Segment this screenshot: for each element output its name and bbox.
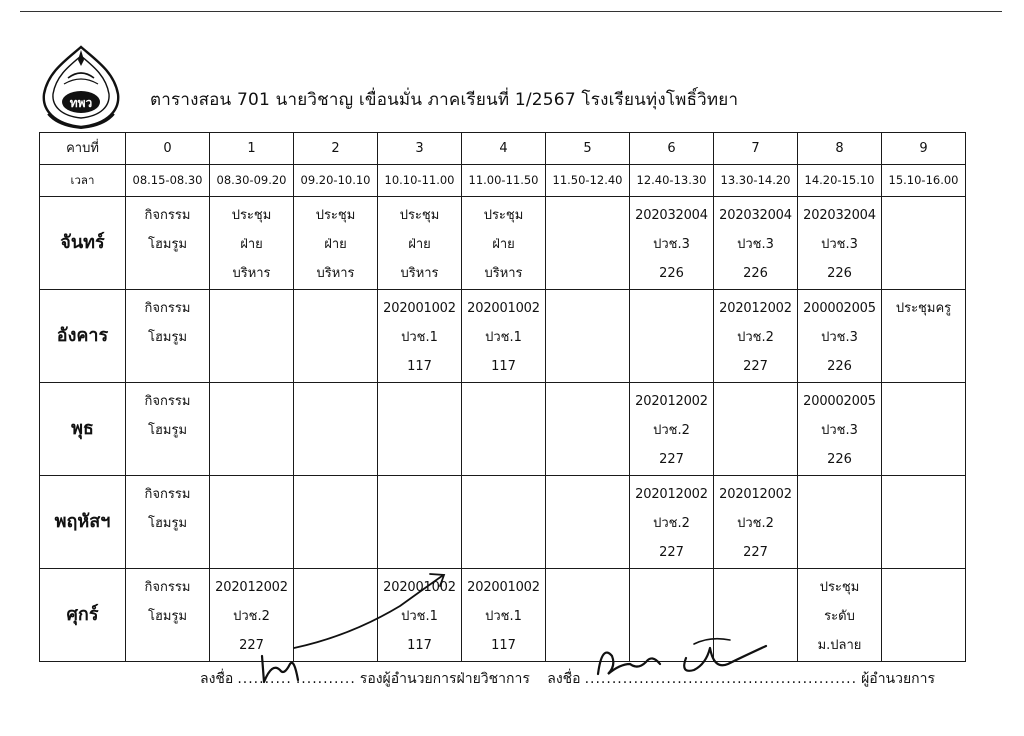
cell-line: ประชุม [819, 580, 860, 595]
cell-line: ระดับ [824, 609, 855, 624]
schedule-cell [630, 476, 714, 569]
cell-line: ปวช.3 [653, 237, 690, 252]
cell-line: 200002005 [803, 301, 876, 316]
schedule-cell [714, 383, 798, 476]
cell-line: บริหาร [232, 266, 271, 281]
schedule-cell [546, 290, 630, 383]
cell-line: 202001002 [383, 580, 456, 595]
cell-line: ประชุม [483, 208, 524, 223]
cell-line: ปวช.2 [653, 423, 690, 438]
schedule-cell [126, 290, 210, 383]
cell-line: ปวช.3 [821, 330, 858, 345]
period-number: 5 [546, 133, 630, 165]
cell-line: 226 [827, 266, 852, 281]
time-slot: 15.10-16.00 [882, 165, 966, 197]
cell-line: 117 [407, 359, 432, 374]
day-name: พุธ [40, 383, 126, 476]
cell-line: 227 [743, 359, 768, 374]
schedule-cell [462, 383, 546, 476]
role-director: ผู้อำนวยการ [861, 671, 936, 687]
approval-stroke [290, 566, 450, 656]
cell-line: 200002005 [803, 394, 876, 409]
cell-line: ม.ปลาย [817, 638, 862, 653]
day-row [40, 383, 966, 476]
schedule-cell [210, 476, 294, 569]
cell-line: ปวช.2 [653, 516, 690, 531]
period-number: 0 [126, 133, 210, 165]
time-slot: 08.30-09.20 [210, 165, 294, 197]
day-name: ศุกร์ [40, 569, 126, 662]
period-number: 1 [210, 133, 294, 165]
day-name: จันทร์ [40, 197, 126, 290]
cell-line: 202001002 [383, 301, 456, 316]
schedule-cell [798, 197, 882, 290]
schedule-cell [126, 569, 210, 662]
time-slot: 10.10-11.00 [378, 165, 462, 197]
day-row [40, 569, 966, 662]
top-rule [20, 11, 1002, 12]
day-name: พฤหัสฯ [40, 476, 126, 569]
cell-line: กิจกรรม [144, 394, 191, 409]
school-emblem-icon [38, 44, 124, 130]
schedule-cell [378, 476, 462, 569]
signature-area [200, 668, 939, 690]
schedule-cell [294, 197, 378, 290]
period-number: 9 [882, 133, 966, 165]
cell-line: 227 [659, 545, 684, 560]
schedule-cell [462, 569, 546, 662]
schedule-cell [798, 476, 882, 569]
handwritten-signature-1 [250, 652, 310, 686]
cell-line: 226 [827, 452, 852, 467]
cell-line: บริหาร [400, 266, 439, 281]
day-row [40, 476, 966, 569]
schedule-cell [882, 569, 966, 662]
cell-line: กิจกรรม [144, 208, 191, 223]
day-row [40, 197, 966, 290]
teaching-schedule-table [39, 132, 966, 662]
cell-line: 202001002 [467, 301, 540, 316]
cell-line: โฮมรูม [147, 516, 188, 531]
schedule-cell [462, 197, 546, 290]
time-header-label: เวลา [40, 165, 126, 197]
period-header-row [40, 133, 966, 165]
cell-line: บริหาร [484, 266, 523, 281]
schedule-cell [294, 476, 378, 569]
schedule-cell [798, 290, 882, 383]
cell-line: กิจกรรม [144, 487, 191, 502]
emblem-text: ทพว [69, 96, 93, 110]
time-row [40, 165, 966, 197]
cell-line: ประชุม [399, 208, 440, 223]
schedule-cell [882, 197, 966, 290]
period-number: 7 [714, 133, 798, 165]
cell-line: 202032004 [803, 208, 876, 223]
cell-line: 227 [239, 638, 264, 653]
schedule-cell [378, 383, 462, 476]
time-slot: 09.20-10.10 [294, 165, 378, 197]
schedule-cell [882, 383, 966, 476]
cell-line: ฝ่าย [240, 237, 263, 252]
schedule-cell [714, 476, 798, 569]
cell-line: 202012002 [719, 487, 792, 502]
cell-line: 117 [491, 359, 516, 374]
time-slot: 12.40-13.30 [630, 165, 714, 197]
period-number: 2 [294, 133, 378, 165]
period-number: 6 [630, 133, 714, 165]
cell-line: ปวช.2 [737, 516, 774, 531]
cell-line: 227 [659, 452, 684, 467]
signature-line-2: .................................................. [584, 671, 858, 687]
schedule-cell [546, 383, 630, 476]
cell-line: กิจกรรม [144, 301, 191, 316]
cell-line: ประชุม [315, 208, 356, 223]
cell-line: ปวช.1 [485, 330, 522, 345]
cell-line: 202012002 [719, 301, 792, 316]
schedule-cell [798, 569, 882, 662]
cell-line: ปวช.3 [821, 423, 858, 438]
schedule-cell [210, 290, 294, 383]
cell-line: 202001002 [467, 580, 540, 595]
cell-line: 226 [743, 266, 768, 281]
schedule-cell [630, 383, 714, 476]
sign-label-2: ลงชื่อ [547, 671, 581, 687]
time-slot: 14.20-15.10 [798, 165, 882, 197]
period-number: 3 [378, 133, 462, 165]
day-name: อังคาร [40, 290, 126, 383]
schedule-cell [294, 290, 378, 383]
schedule-cell [462, 290, 546, 383]
schedule-cell [882, 290, 966, 383]
schedule-cell [378, 197, 462, 290]
cell-line: ปวช.3 [737, 237, 774, 252]
schedule-cell [714, 290, 798, 383]
cell-line: 202032004 [635, 208, 708, 223]
cell-line: 117 [407, 638, 432, 653]
cell-line: ปวช.2 [737, 330, 774, 345]
schedule-cell [210, 569, 294, 662]
cell-line: โฮมรูม [147, 423, 188, 438]
cell-line: 202012002 [635, 487, 708, 502]
signature-line-1b: ........... [295, 671, 356, 687]
document-title: ตารางสอน 701 นายวิชาญ เขื่อนมั่น ภาคเรียนที่ 1/2567 โรงเรียนทุ่งโพธิ์วิทยา [150, 90, 739, 110]
cell-line: โฮมรูม [147, 609, 188, 624]
schedule-cell [294, 383, 378, 476]
handwritten-signature-2 [590, 634, 780, 684]
sign-label-1: ลงชื่อ [200, 671, 234, 687]
cell-line: 202032004 [719, 208, 792, 223]
cell-line: โฮมรูม [147, 237, 188, 252]
schedule-cell [546, 476, 630, 569]
cell-line: 226 [659, 266, 684, 281]
cell-line: ปวช.1 [485, 609, 522, 624]
cell-line: 227 [743, 545, 768, 560]
cell-line: โฮมรูม [147, 330, 188, 345]
signature-line-1a: .......... [237, 671, 292, 687]
period-number: 4 [462, 133, 546, 165]
cell-line: ปวช.2 [233, 609, 270, 624]
schedule-cell [462, 476, 546, 569]
schedule-cell [798, 383, 882, 476]
schedule-cell [126, 197, 210, 290]
schedule-cell [714, 197, 798, 290]
cell-line: ฝ่าย [408, 237, 431, 252]
cell-line: ฝ่าย [492, 237, 515, 252]
cell-line: ประชุมครู [895, 301, 952, 316]
schedule-cell [378, 290, 462, 383]
time-slot: 08.15-08.30 [126, 165, 210, 197]
time-slot: 11.50-12.40 [546, 165, 630, 197]
time-slot: 11.00-11.50 [462, 165, 546, 197]
cell-line: ฝ่าย [324, 237, 347, 252]
cell-line: ปวช.1 [401, 609, 438, 624]
schedule-cell [210, 197, 294, 290]
schedule-cell [546, 197, 630, 290]
period-header-label: คาบที่ [40, 133, 126, 165]
cell-line: ประชุม [231, 208, 272, 223]
period-number: 8 [798, 133, 882, 165]
cell-line: 226 [827, 359, 852, 374]
cell-line: ปวช.1 [401, 330, 438, 345]
cell-line: ปวช.3 [821, 237, 858, 252]
schedule-cell [630, 197, 714, 290]
day-row [40, 290, 966, 383]
time-slot: 13.30-14.20 [714, 165, 798, 197]
cell-line: บริหาร [316, 266, 355, 281]
schedule-cell [126, 383, 210, 476]
role-vice-director-academic: รองผู้อำนวยการฝ่ายวิชาการ [359, 671, 530, 687]
schedule-cell [630, 290, 714, 383]
cell-line: 202012002 [635, 394, 708, 409]
schedule-cell [882, 476, 966, 569]
schedule-cell [210, 383, 294, 476]
cell-line: 117 [491, 638, 516, 653]
cell-line: 202012002 [215, 580, 288, 595]
schedule-cell [126, 476, 210, 569]
cell-line: กิจกรรม [144, 580, 191, 595]
